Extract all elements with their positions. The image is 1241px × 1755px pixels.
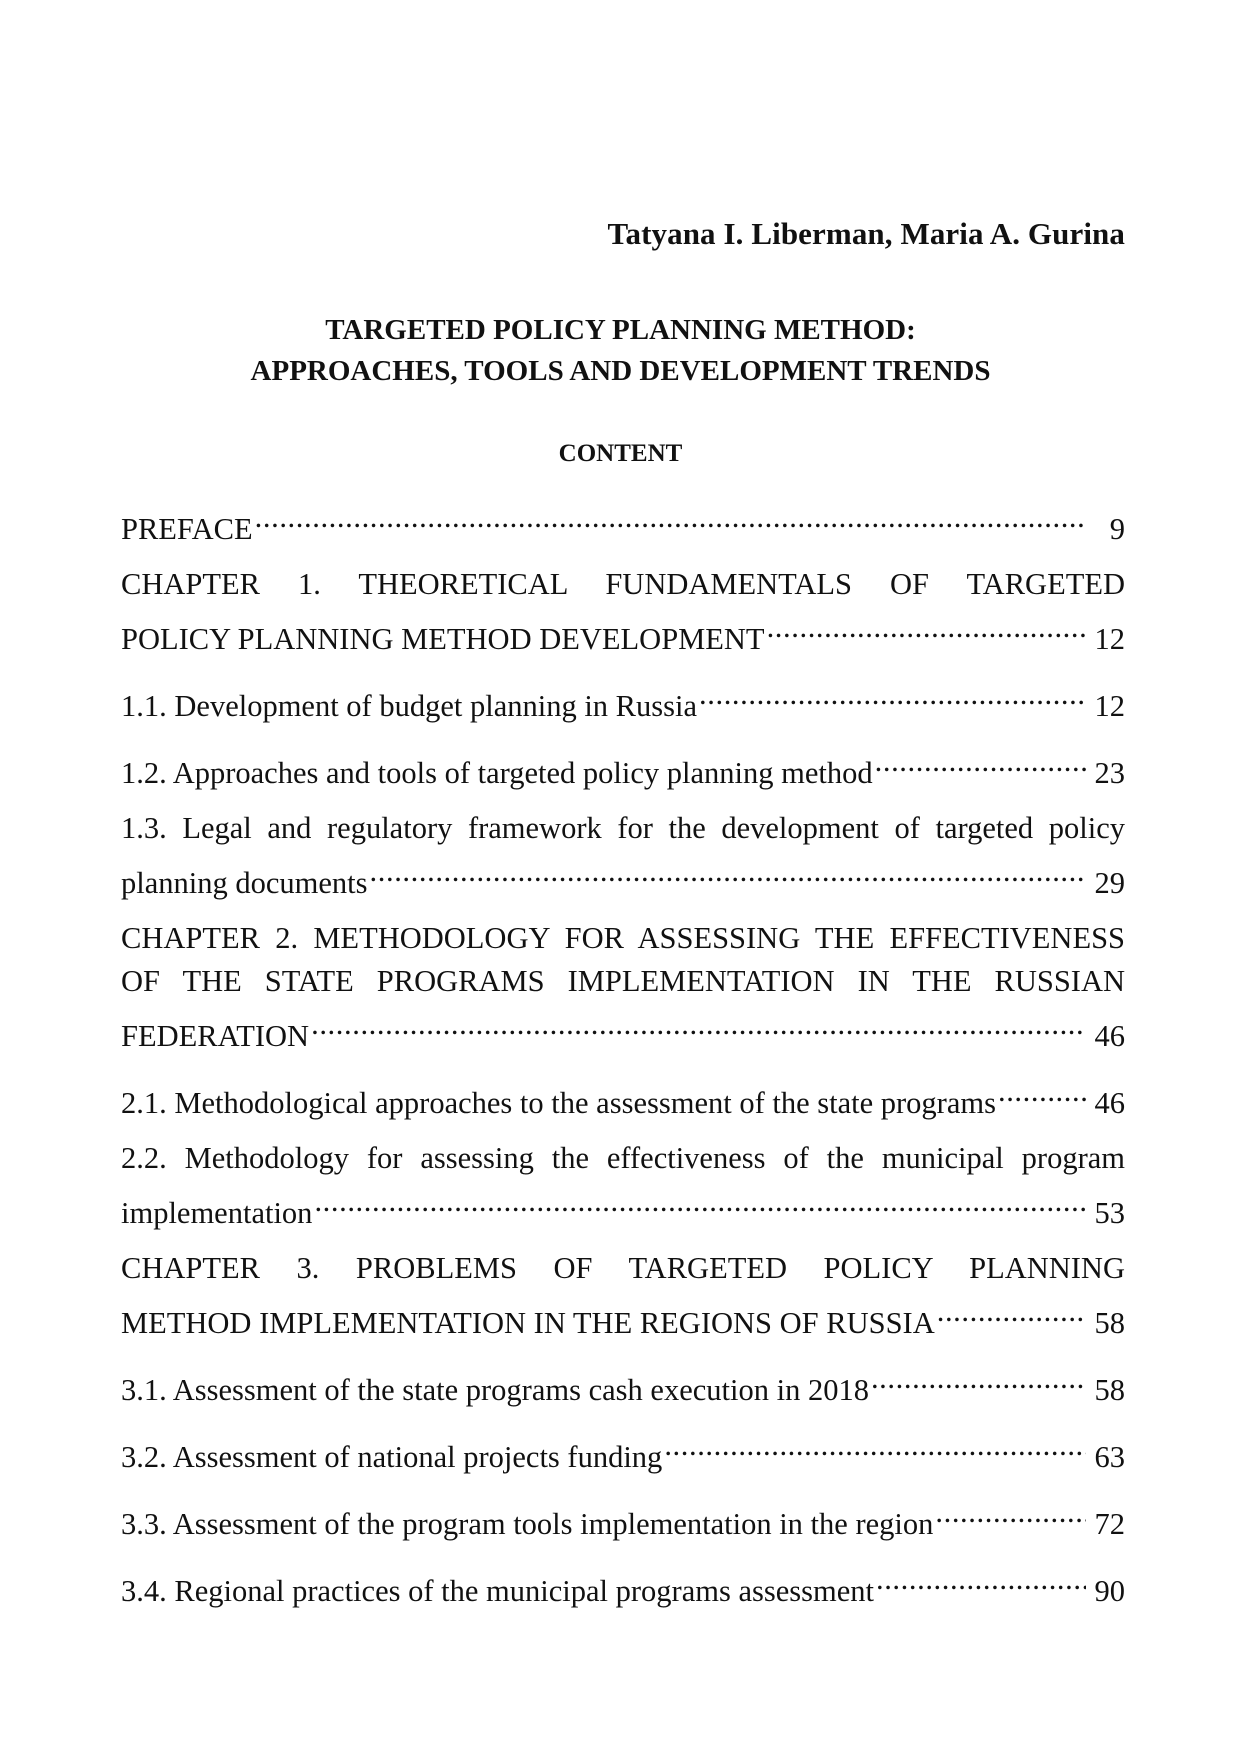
toc-leader-dots [876,1558,1086,1601]
book-title-line-2: APPROACHES, TOOLS AND DEVELOPMENT TRENDS [250,355,991,387]
toc-entry-title-line: 2.2. Methodology for assessing the effectiveness of the municipal program [121,1141,1125,1175]
toc-entry-last-line [121,1558,1125,1613]
toc-entry-chapter-2[interactable] [121,917,1125,1058]
toc-leader-dots [370,850,1086,893]
toc-leader-dots [314,1180,1086,1223]
toc-entry-2-1[interactable] [121,1070,1125,1125]
toc-entry-last-line [121,740,1125,795]
toc-entry-title: 3.1. Assessment of the state programs cash execution in 2018 [121,1373,869,1407]
toc-entry-chapter-1[interactable] [121,563,1125,661]
toc-entry-title: planning documents [121,866,368,900]
toc-entry-title: 3.4. Regional practices of the municipal programs assessment [121,1574,874,1608]
toc-entry-3-1[interactable] [121,1357,1125,1412]
toc-page-number: 23 [1094,756,1125,790]
authors-line: Tatyana I. Liberman, Maria A. Gurina [607,216,1125,251]
toc-entry-title-line: OF THE STATE PROGRAMS IMPLEMENTATION IN THE RUSSIAN [121,964,1125,998]
toc-entry-preface[interactable] [121,496,1125,551]
toc-page-number: 53 [1094,1196,1125,1230]
toc-entry-1-3[interactable] [121,807,1125,905]
toc-entry-last-line [121,1357,1125,1412]
toc-entry-title-line: CHAPTER 3. PROBLEMS OF TARGETED POLICY PLANNING [121,1251,1125,1285]
toc-entry-title-line: CHAPTER 1. THEORETICAL FUNDAMENTALS OF TARGETED [121,567,1125,601]
toc-entry-title: 1.1. Development of budget planning in Russia [121,689,698,723]
toc-entry-last-line [121,1070,1125,1125]
toc-page-number: 9 [1109,512,1125,546]
toc-leader-dots [937,1290,1086,1333]
toc-entry-title: METHOD IMPLEMENTATION IN THE REGIONS OF RUSSIA [121,1306,935,1340]
toc-page-number: 46 [1094,1086,1125,1120]
toc-page-number: 72 [1094,1507,1125,1541]
toc-entry-3-4[interactable] [121,1558,1125,1613]
toc-entry-last-line [121,496,1125,551]
toc-leader-dots [664,1424,1086,1467]
toc-page-number: 58 [1094,1373,1125,1407]
toc-page-number: 90 [1094,1574,1125,1608]
toc-leader-dots [767,606,1086,649]
toc-entry-last-line [121,1290,1125,1345]
book-title [0,310,1241,392]
toc-entry-title: PREFACE [121,512,253,546]
toc-entry-title-line: CHAPTER 2. METHODOLOGY FOR ASSESSING THE EFFECTIVENESS [121,921,1125,955]
toc-leader-dots [875,740,1086,783]
toc-entry-title: 3.2. Assessment of national projects funding [121,1440,663,1474]
toc-entry-3-3[interactable] [121,1491,1125,1546]
toc-entry-last-line [121,1180,1125,1235]
toc-entry-3-2[interactable] [121,1424,1125,1479]
toc-entry-title: POLICY PLANNING METHOD DEVELOPMENT [121,622,765,656]
toc-entry-title: FEDERATION [121,1019,310,1053]
toc-leader-dots [998,1070,1086,1113]
toc-leader-dots [255,496,1086,539]
toc-entry-last-line [121,850,1125,905]
toc-entry-title: 1.2. Approaches and tools of targeted policy planning method [121,756,873,790]
toc-entry-title: 2.1. Methodological approaches to the assessment of the state programs [121,1086,996,1120]
toc-page-number: 12 [1094,622,1125,656]
toc-entry-title: implementation [121,1196,313,1230]
toc-leader-dots [699,673,1086,716]
toc-page-number: 12 [1094,689,1125,723]
toc-entry-1-1[interactable] [121,673,1125,728]
toc-leader-dots [935,1491,1086,1534]
toc-page-number: 63 [1094,1440,1125,1474]
toc-entry-last-line [121,606,1125,661]
toc-entry-last-line [121,673,1125,728]
toc-entry-last-line [121,1491,1125,1546]
toc-entry-2-2[interactable] [121,1137,1125,1235]
toc-entry-title-line: 1.3. Legal and regulatory framework for the development of targeted policy [121,811,1125,845]
content-heading: CONTENT [558,440,683,467]
toc-page-number: 46 [1094,1019,1125,1053]
toc-leader-dots [871,1357,1086,1400]
toc-entry-chapter-3[interactable] [121,1247,1125,1345]
book-title-line-1: TARGETED POLICY PLANNING METHOD: [325,314,916,346]
toc-page-number: 29 [1094,866,1125,900]
toc-leader-dots [311,1003,1086,1046]
toc-page-number: 58 [1094,1306,1125,1340]
toc-entry-1-2[interactable] [121,740,1125,795]
toc-entry-last-line [121,1003,1125,1058]
toc-entry-last-line [121,1424,1125,1479]
toc-entry-title: 3.3. Assessment of the program tools implementation in the region [121,1507,934,1541]
table-of-contents [121,496,1125,1625]
